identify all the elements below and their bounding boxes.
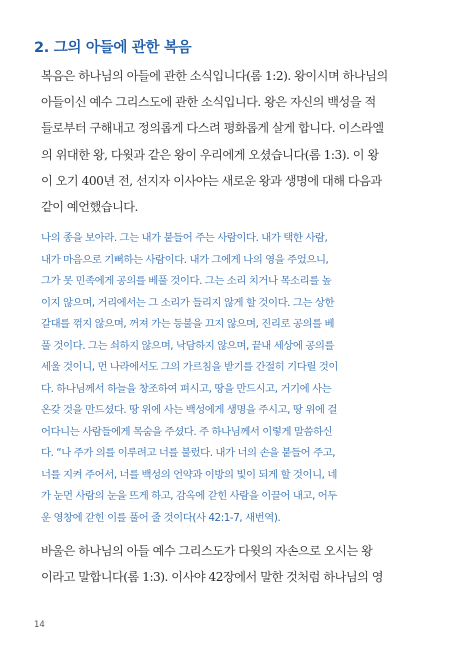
quote-line: 나의 종을 보아라. 그는 내가 붙들어 주는 사람이다. 내가 택한 사람,	[41, 232, 328, 244]
quote-line: 세울 것이니, 먼 나라에서도 그의 가르침을 받기를 간절히 기다릴 것이	[41, 361, 338, 373]
quote-line: 다. 하나님께서 하늘을 창조하여 펴시고, 땅을 만드시고, 거기에 사는	[41, 382, 332, 395]
quote-line: 다. “나 주가 의를 이루려고 너를 불렀다. 내가 너의 손을 붙들어 주고,	[41, 447, 336, 459]
text-line: 의 위대한 왕, 다윗과 같은 왕이 우리에게 오셨습니다(롬 1:3). 이 왕	[41, 147, 379, 162]
quote-line: 갈대를 꺾지 않으며, 꺼져 가는 등불을 끄지 않으며, 진리로 공의를 베	[41, 318, 335, 330]
quote-line: 운 영창에 갇힌 이를 풀어 줄 것이다(사 42:1-7, 새번역).	[41, 511, 281, 524]
paragraph-intro	[41, 63, 426, 220]
text-line: 같이 예언했습니다.	[41, 199, 138, 214]
text-line: 들로부터 구해내고 정의롭게 다스려 평화롭게 살게 합니다. 이스라엘	[41, 121, 384, 136]
text-line: 바울은 하나님의 아들 예수 그리스도가 다윗의 자손으로 오시는 왕	[41, 544, 373, 558]
quote-line: 온갖 것을 만드셨다. 땅 위에 사는 백성에게 생명을 주시고, 땅 위에 걸	[41, 404, 337, 416]
paragraph-paul	[41, 538, 426, 590]
page-number: 14	[34, 620, 45, 630]
text-line: 아들이신 예수 그리스도에 관한 소식입니다. 왕은 자신의 백성을 적	[41, 95, 376, 110]
quote-line: 내가 마음으로 기뻐하는 사람이다. 내가 그에게 나의 영을 주었으니,	[41, 253, 329, 266]
scripture-quote	[41, 228, 437, 529]
section-heading: 2. 그의 아들에 관한 복음	[34, 40, 192, 56]
quote-line: 그가 못 민족에게 공의를 베풀 것이다. 그는 소리 치거나 목소리를 높	[41, 275, 332, 287]
text-line: 복음은 하나님의 아들에 관한 소식입니다(롬 1:2). 왕이시며 하나님의	[41, 69, 388, 83]
quote-line: 이지 않으며, 거리에서는 그 소리가 들리지 않게 할 것이다. 그는 상한	[41, 296, 335, 309]
quote-line: 너를 지켜 주어서, 너를 백성의 언약과 이방의 빛이 되게 할 것이니, 네	[41, 468, 337, 481]
text-line: 이 오기 400년 전, 선지자 이사야는 새로운 왕과 생명에 대해 다음과	[41, 173, 382, 188]
quote-line: 풀 것이다. 그는 쇠하지 않으며, 낙담하지 않으며, 끝내 세상에 공의를	[41, 339, 335, 352]
quote-line: 가 눈먼 사람의 눈을 뜨게 하고, 감옥에 갇힌 사람을 이끌어 내고, 어두	[41, 490, 337, 502]
quote-line: 어다니는 사람들에게 목숨을 주셨다. 주 하나님께서 이렇게 말씀하신	[41, 425, 333, 438]
text-line: 이라고 말합니다(롬 1:3). 이사야 42장에서 말한 것처럼 하나님의 영	[41, 570, 384, 585]
